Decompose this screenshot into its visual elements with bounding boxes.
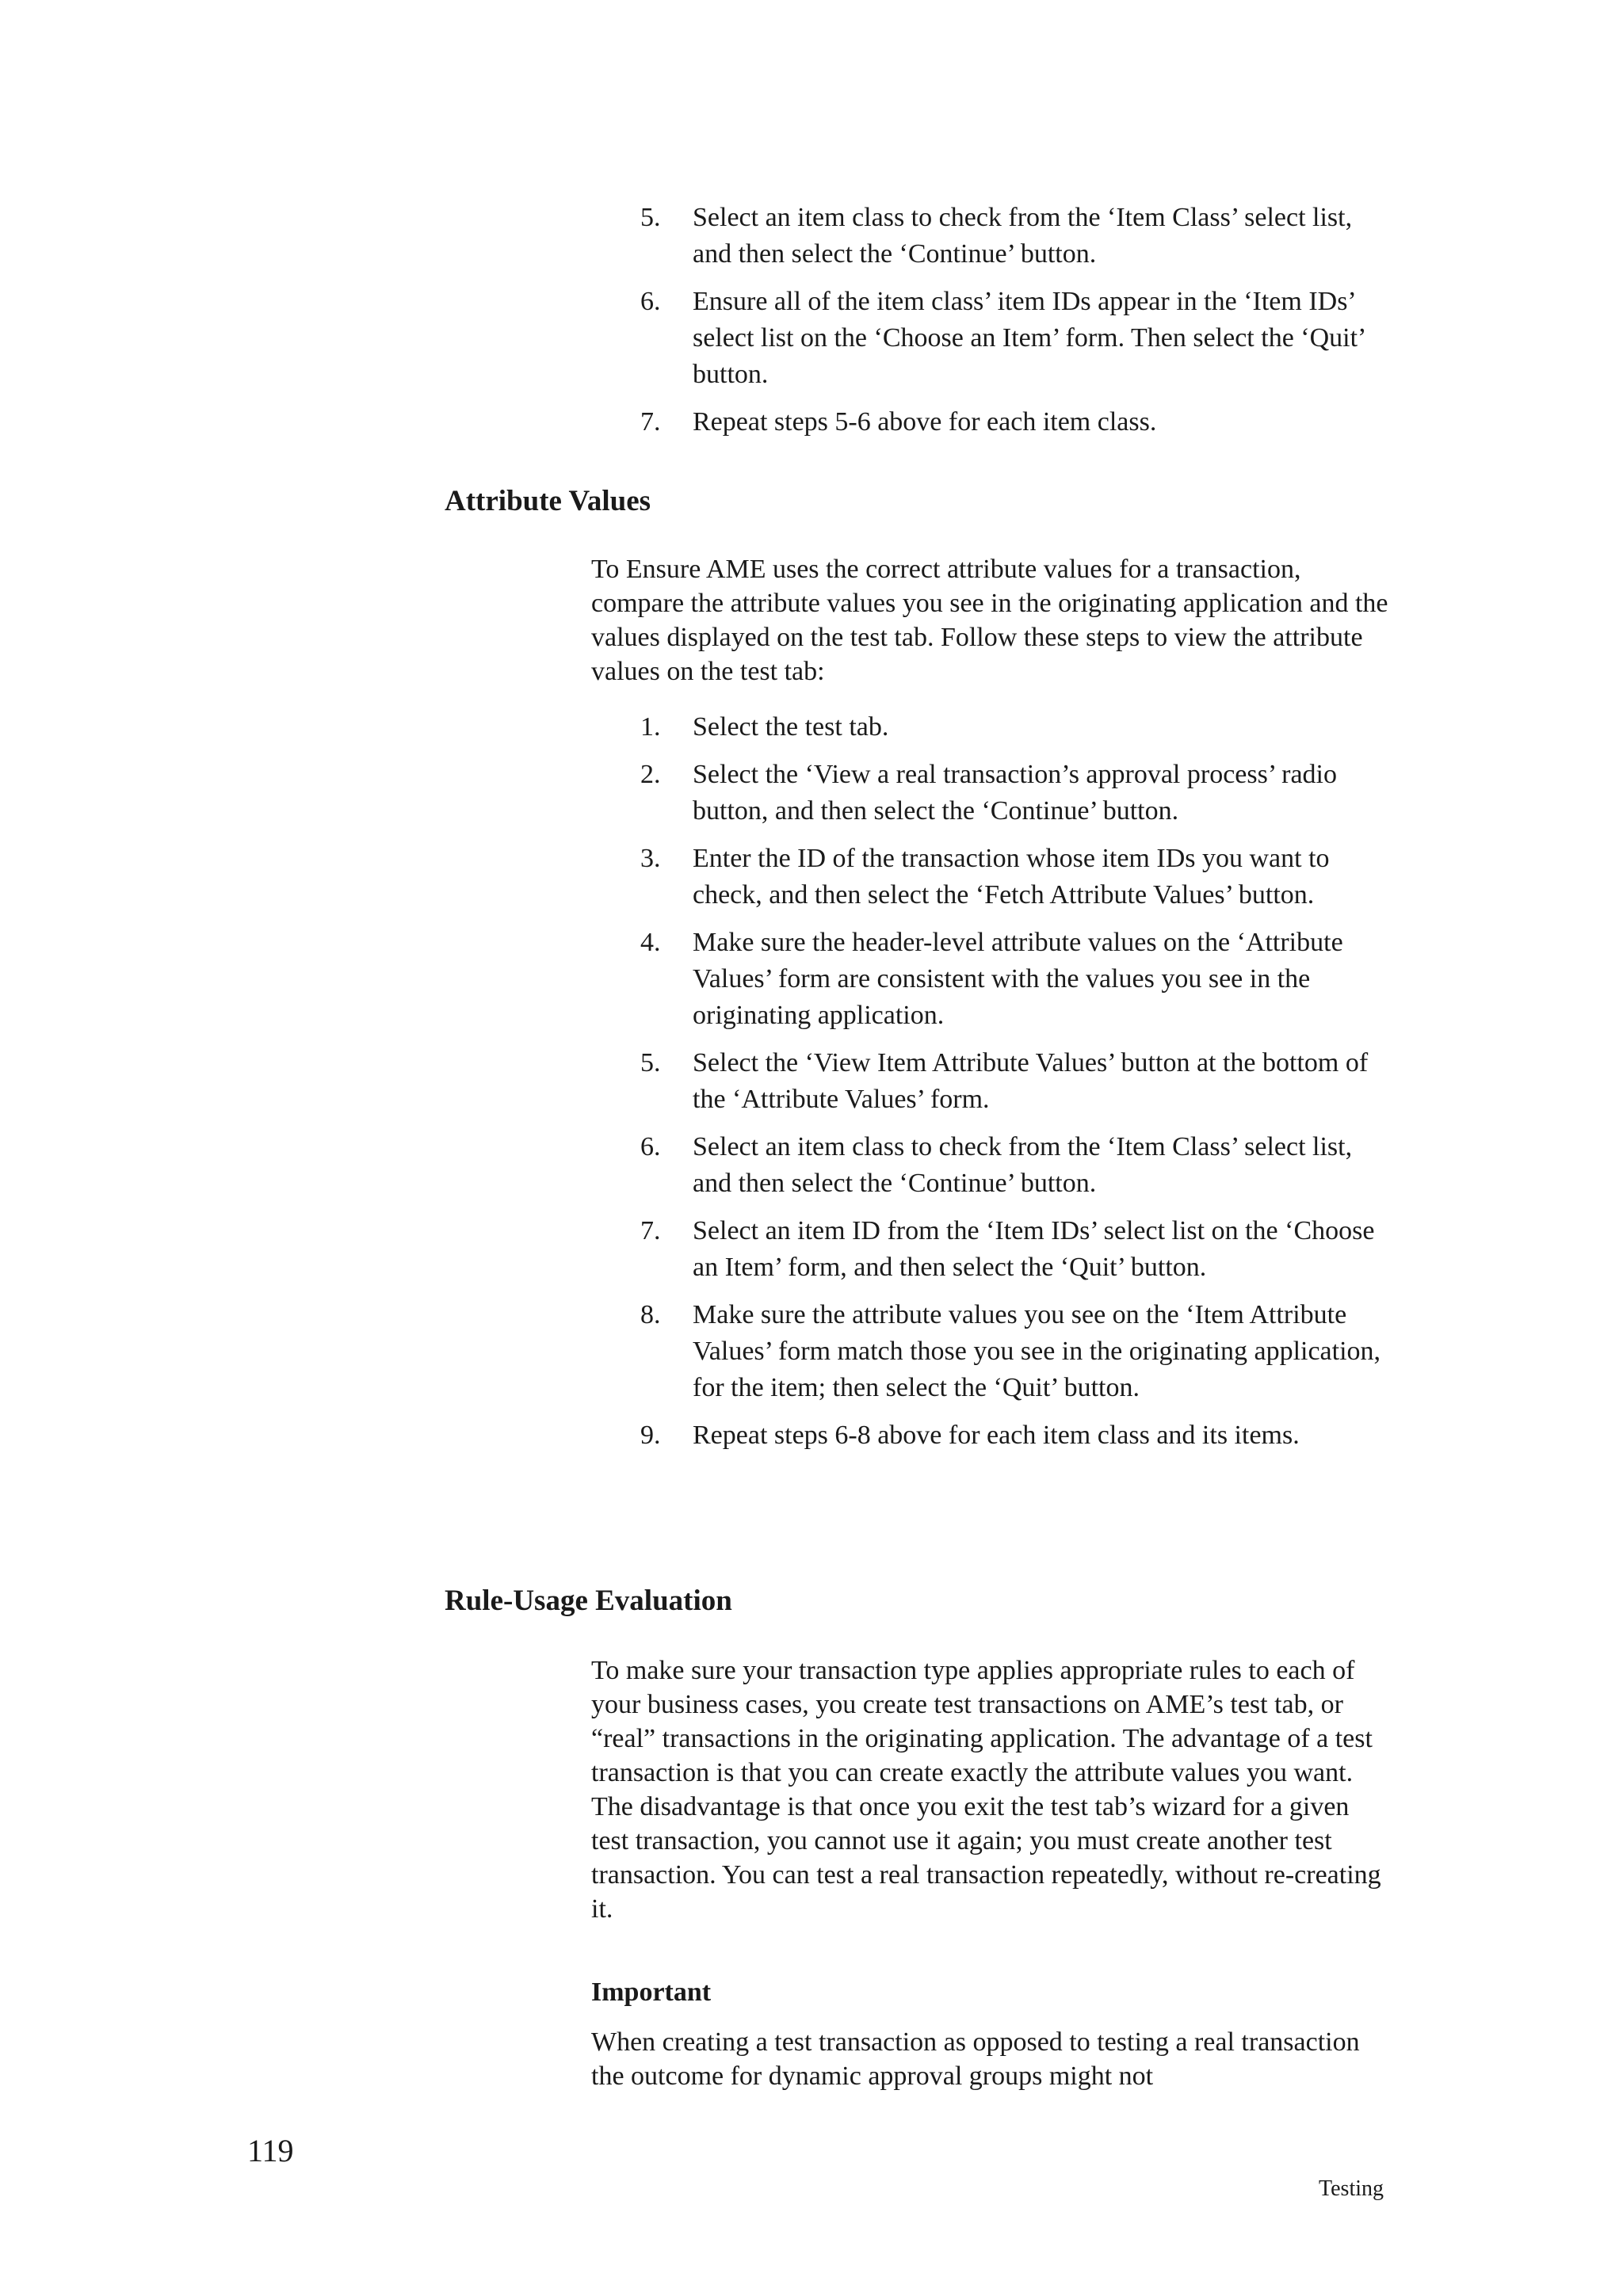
list-item bbox=[640, 841, 1385, 913]
list-item bbox=[640, 1417, 1385, 1454]
step-text: Select the test tab. bbox=[693, 712, 889, 742]
step-text: Select the ‘View Item Attribute Values’ button at the bottom of the ‘Attribute Values’ form. bbox=[693, 1048, 1369, 1114]
list-item bbox=[640, 404, 1385, 441]
important-label: Important bbox=[591, 1978, 712, 2007]
step-number: 7. bbox=[640, 1216, 661, 1245]
attribute-values-intro: To Ensure AME uses the correct attribute values for a transaction, compare the attribute values you see in the originating application and the values displayed on the test tab. Follow these steps to view the attribute values on the test tab: bbox=[591, 555, 1388, 686]
attribute-values-steps bbox=[640, 709, 1385, 1454]
list-item bbox=[640, 1297, 1385, 1406]
list-item bbox=[640, 1045, 1385, 1118]
list-item bbox=[640, 200, 1385, 273]
step-text: Select an item class to check from the ‘Item Class’ select list, and then select the ‘Continue’ button. bbox=[693, 1132, 1353, 1198]
step-text: Make sure the header-level attribute values on the ‘Attribute Values’ form are consistent with the values you see in the originating application. bbox=[693, 928, 1343, 1030]
section-heading-attribute-values: Attribute Values bbox=[445, 485, 651, 517]
step-number: 3. bbox=[640, 844, 661, 873]
step-number: 4. bbox=[640, 928, 661, 957]
page-number: 119 bbox=[247, 2133, 294, 2168]
list-item bbox=[640, 709, 1385, 746]
step-number: 2. bbox=[640, 760, 661, 789]
step-number: 6. bbox=[640, 1132, 661, 1161]
step-text: Ensure all of the item class’ item IDs appear in the ‘Item IDs’ select list on the ‘Choose an Item’ form. Then select the ‘Quit’ button. bbox=[693, 287, 1365, 389]
section-heading-rule-usage: Rule-Usage Evaluation bbox=[445, 1585, 732, 1617]
step-number: 1. bbox=[640, 712, 661, 742]
step-number: 5. bbox=[640, 1048, 661, 1077]
step-text: Enter the ID of the transaction whose item IDs you want to check, and then select the ‘Fetch Attribute Values’ button. bbox=[693, 844, 1330, 910]
continued-steps-list bbox=[640, 200, 1385, 441]
step-number: 7. bbox=[640, 407, 661, 437]
step-number: 9. bbox=[640, 1421, 661, 1450]
step-number: 5. bbox=[640, 203, 661, 232]
footer-section-title: Testing bbox=[1318, 2176, 1384, 2201]
step-text: Make sure the attribute values you see on the ‘Item Attribute Values’ form match those you see in the originating application, for the item; then select the ‘Quit’ button. bbox=[693, 1300, 1381, 1402]
step-text: Repeat steps 5-6 above for each item class. bbox=[693, 407, 1157, 437]
list-item bbox=[640, 925, 1385, 1034]
list-item bbox=[640, 284, 1385, 393]
step-number: 6. bbox=[640, 287, 661, 316]
list-item bbox=[640, 1129, 1385, 1202]
important-text: When creating a test transaction as opposed to testing a real transaction the outcome for dynamic approval groups might not bbox=[591, 2027, 1360, 2091]
step-text: Select an item class to check from the ‘Item Class’ select list, and then select the ‘Continue’ button. bbox=[693, 203, 1353, 269]
list-item bbox=[640, 1213, 1385, 1286]
step-text: Select an item ID from the ‘Item IDs’ select list on the ‘Choose an Item’ form, and then select the ‘Quit’ button. bbox=[693, 1216, 1375, 1282]
rule-usage-intro: To make sure your transaction type applies appropriate rules to each of your business cases, you create test transactions on AME’s test tab, or “real” transactions in the originating application. The advantage of a test transaction is that you can create exactly the attribute values you want. The disadvantage is that once you exit the test tab’s wizard for a given test transaction, you cannot use it again; you must create another test transaction. You can test a real transaction repeatedly, without re-creating it. bbox=[591, 1656, 1381, 1924]
step-text: Repeat steps 6-8 above for each item class and its items. bbox=[693, 1421, 1300, 1450]
list-item bbox=[640, 757, 1385, 830]
step-number: 8. bbox=[640, 1300, 661, 1329]
step-text: Select the ‘View a real transaction’s approval process’ radio button, and then select the ‘Continue’ button. bbox=[693, 760, 1337, 826]
